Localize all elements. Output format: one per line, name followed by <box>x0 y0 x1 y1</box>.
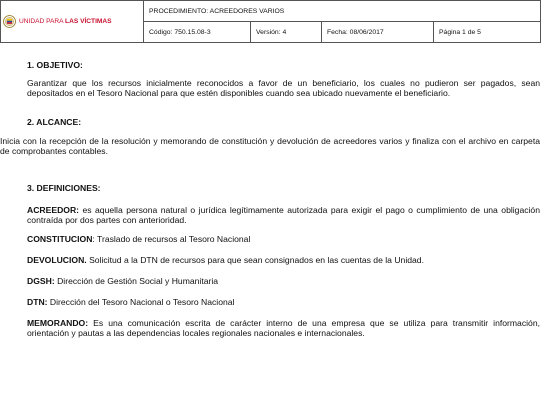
definition-term: ACREEDOR: <box>27 205 80 215</box>
definition-text: : Traslado de recursos al Tesoro Nacional <box>92 234 251 244</box>
document-version: Versión: 4 <box>251 22 322 43</box>
definition-item <box>0 255 540 265</box>
section-text-objetivo: Garantizar que los recursos inicialmente reconocidos a favor de un beneficiario, los cuales no pudieron ser pagados, sean depositados en el Tesoro Nacional para que estén disponibles cuando sea ubicado nuevamente el beneficiario. <box>27 78 540 98</box>
definition-text: Es una comunicación escrita de carácter interno de una empresa que se utiliza para transmitir información, orientación y pautas a las dependencias locales regionales nacionales e internacionales. <box>27 318 540 338</box>
definition-term: DTN: <box>27 297 48 307</box>
document-header <box>0 0 541 43</box>
definition-item <box>0 234 540 244</box>
definition-term: CONSTITUCION <box>27 234 93 244</box>
logo-line-1: UNIDAD PARA <box>19 18 66 25</box>
definition-term: DGSH: <box>27 276 55 286</box>
document-body <box>0 60 540 338</box>
procedure-title: PROCEDIMIENTO: ACREEDORES VARIOS <box>144 1 541 22</box>
definition-term: DEVOLUCION. <box>27 255 87 265</box>
definition-item <box>0 276 540 286</box>
section-heading-alcance: 2. ALCANCE: <box>27 117 82 127</box>
document-date: Fecha: 08/06/2017 <box>322 22 434 43</box>
definition-text: Solicitud a la DTN de recursos para que sean consignados en las cuentas de la Unidad. <box>86 255 424 265</box>
section-heading-objetivo: 1. OBJETIVO: <box>27 60 83 70</box>
definition-item <box>0 318 540 338</box>
definition-item <box>0 205 540 225</box>
definition-text: Dirección de Gestión Social y Humanitaria <box>54 276 219 286</box>
definition-text: es aquella persona natural o jurídica legítimamente autorizada para exigir el pago o cumplimiento de una obligación contraída por dos partes con anterioridad. <box>27 205 540 225</box>
colombia-seal-icon <box>3 15 16 28</box>
definition-text: Dirección del Tesoro Nacional o Tesoro Nacional <box>47 297 235 307</box>
definition-item <box>0 297 540 307</box>
logo-cell <box>1 1 144 43</box>
section-heading-definiciones: 3. DEFINICIONES: <box>27 183 101 193</box>
unidad-victimas-logo <box>3 15 141 28</box>
definition-term: MEMORANDO: <box>27 318 89 328</box>
logo-line-2: LAS VÍCTIMAS <box>65 18 112 25</box>
page-number: Página 1 de 5 <box>434 22 541 43</box>
document-code: Código: 750.15.08-3 <box>144 22 251 43</box>
section-text-alcance: Inicia con la recepción de la resolución y memorando de constitución y devolución de acreedores varios y finaliza con el archivo en carpeta de comprobantes contables. <box>0 136 540 156</box>
logo-wordmark <box>19 18 112 25</box>
